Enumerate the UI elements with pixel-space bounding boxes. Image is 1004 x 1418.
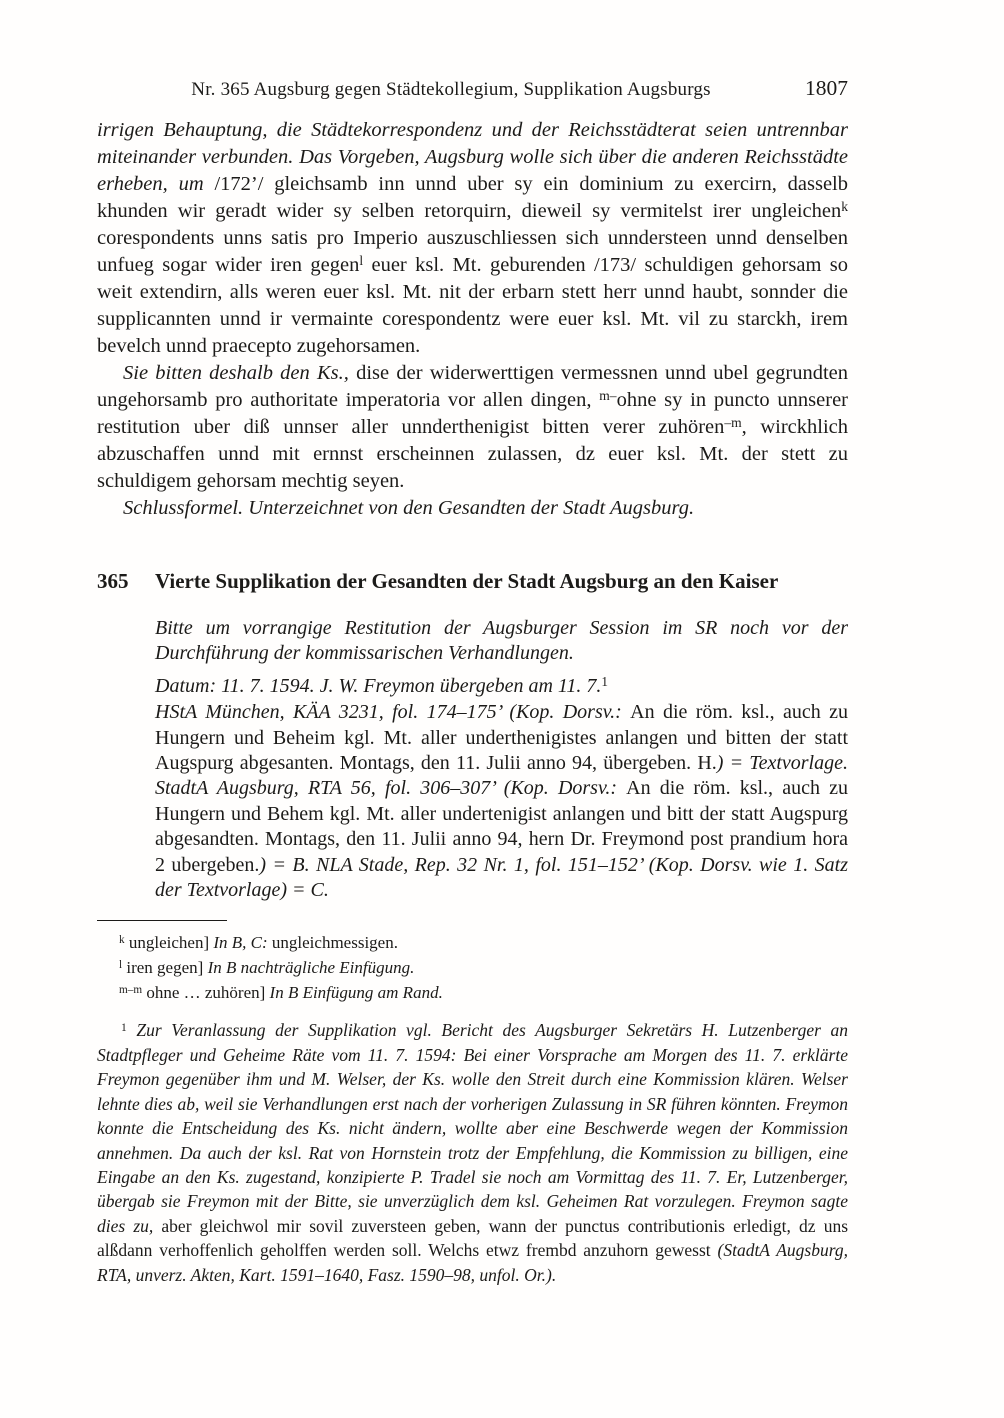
entry-title: Vierte Supplikation der Gesandten der Stadt Augsburg an den Kaiser: [155, 569, 779, 593]
running-header-title: Nr. 365 Augsburg gegen Städtekollegium, Supplikation Augsburgs: [191, 79, 711, 100]
entry-description-block: [155, 616, 848, 903]
paragraph-archival-sources: HStA München, KÄA 3231, fol. 174–175’ (Kop. Dorsv.: An die röm. ksl., auch zu Hungern und Beheim kgl. Mt. aller underthenigistes anlangen und bitten der statt Augspurg abgesanten. Montags, den 11. Julii anno 94, übergeben. H.) = Textvorlage. StadtA Augsburg, RTA 56, fol. 306–307’ (Kop. Dorsv.: An die röm. ksl., auch zu Hungern und Behem kgl. Mt. aller undertenigist anlangen und bitt der statt Augspurg abgesandten. Montags, den 11. Julii anno 94, hern Dr. Freymond post prandium hora 2 ubergeben.) = B. NLA Stade, Rep. 32 Nr. 1, fol. 151–152’ (Kop. Dorsv. wie 1. Satz der Textvorlage) = C.: [155, 701, 848, 902]
footnote-1: $^1$ Zur Veranlassung der Supplikation vgl. Bericht des Augsburger Sekretärs H. Lutzenberger an Stadtpfleger und Geheime Räte vom 11. 7. 1594: Bei einer Vorsprache am Morgen des 11. 7. erklärte Freymon gegenüber ihm und M. Welser, der Ks. wolle den Streit durch eine Kommission klären. Welser lehnte dies ab, weil sie Verhandlungen erst nach der vorherigen Zulassung in SR führen könnten. Freymon konnte die Entscheidung des Ks. nicht ändern, wollte aber eine Beschwerde wegen der Kommission annehmen. Da auch der ksl. Rat von Hornstein trotz der Empfehlung, die Kommission zu billigen, eine Eingabe an den Ks. zugestand, konzipierte P. Tradel sie noch am Vormittag des 11. 7. Er, Lutzenberger, übergab sie Freymon mit der Bitte, sie unverzüglich dem ksl. Geheimen Rat vorzulegen. Freymon sagte dies zu, aber gleichwol mir sovil zuversteen geben, wann der punctus contributionis erledigt, dz uns alßdann verhoffenlich geholffen werden soll. Welchs etwz frembd anzuhorn gewesst (StadtA Augsburg, RTA, unverz. Akten, Kart. 1591–1640, Fasz. 1590–98, unfol. Or.).: [97, 1020, 849, 1285]
apparatus-note-m: $^{m-m}$ ohne … zuhören] In B Einfügung am Rand.: [119, 983, 443, 1003]
page-number: 1807: [805, 76, 848, 100]
entry-heading: [97, 568, 848, 595]
paragraph-schlussformel: Schlussformel. Unterzeichnet von den Gesandten der Stadt Augsburg.: [123, 497, 695, 519]
paragraph-regest-continuation: irrigen Behauptung, die Städtekorrespondenz und der Reichsstädterat seien untrennbar miteinander verbunden. Das Vorgeben, Augsburg wolle sich über die anderen Reichsstädte erheben, um /172’/ gleichsamb inn unnd uber sy ein dominium zu exercirn, dasselb khunden wir geradt wider sy selben retorquirn, dieweil sy vermitelst irer ungleichen$^k$ corespondents unns satis pro Imperio auszuschliessen sich unndersteen unnd denselben unfueg sogar wider iren gegen$^l$ euer ksl. Mt. geburenden /173/ schuldigen gehorsam so weit extendirn, alls weren euer ksl. Mt. nit der erbarn stett herr unnd haubt, sonnder die supplicannten unnd ir vermainte corespondentz were euer ksl. Mt. vil zu starckh, irem bevelch unnd praecepto zugehorsamen.: [97, 119, 848, 357]
running-header: [97, 76, 848, 101]
apparatus-footnotes: [97, 930, 848, 1005]
footnote-divider: [97, 920, 227, 921]
paragraph-regest-summary: Bitte um vorrangige Restitution der Augsburger Session im SR noch vor der Durchführung der kommissarischen Verhandlungen.: [155, 617, 848, 665]
page-body: [97, 117, 848, 1287]
entry-number: 365: [97, 569, 129, 593]
apparatus-note-k: $^k$ ungleichen] In B, C: ungleichmessigen.: [119, 933, 398, 953]
paragraph-petition: Sie bitten deshalb den Ks., dise der widerwerttigen vermessnen unnd ubel gegrundten ungehorsamb pro authoritate imperatoria vor allen dingen, $^{m-}$ohne sy in puncto unnserer restitution uber diß unnser aller unnderthenigist bitten verer zuhören$^{-m}$, wirckhlich abzuschaffen unnd mit ernnst erscheinnen zulassen, dz euer ksl. Mt. der stett zu schuldigem gehorsam mechtig seyen.: [97, 362, 848, 492]
paragraph-datum: Datum: 11. 7. 1594. J. W. Freymon übergeben am 11. 7.$^1$: [155, 673, 608, 697]
apparatus-note-l: $^l$ iren gegen] In B nachträgliche Einfügung.: [119, 958, 415, 978]
